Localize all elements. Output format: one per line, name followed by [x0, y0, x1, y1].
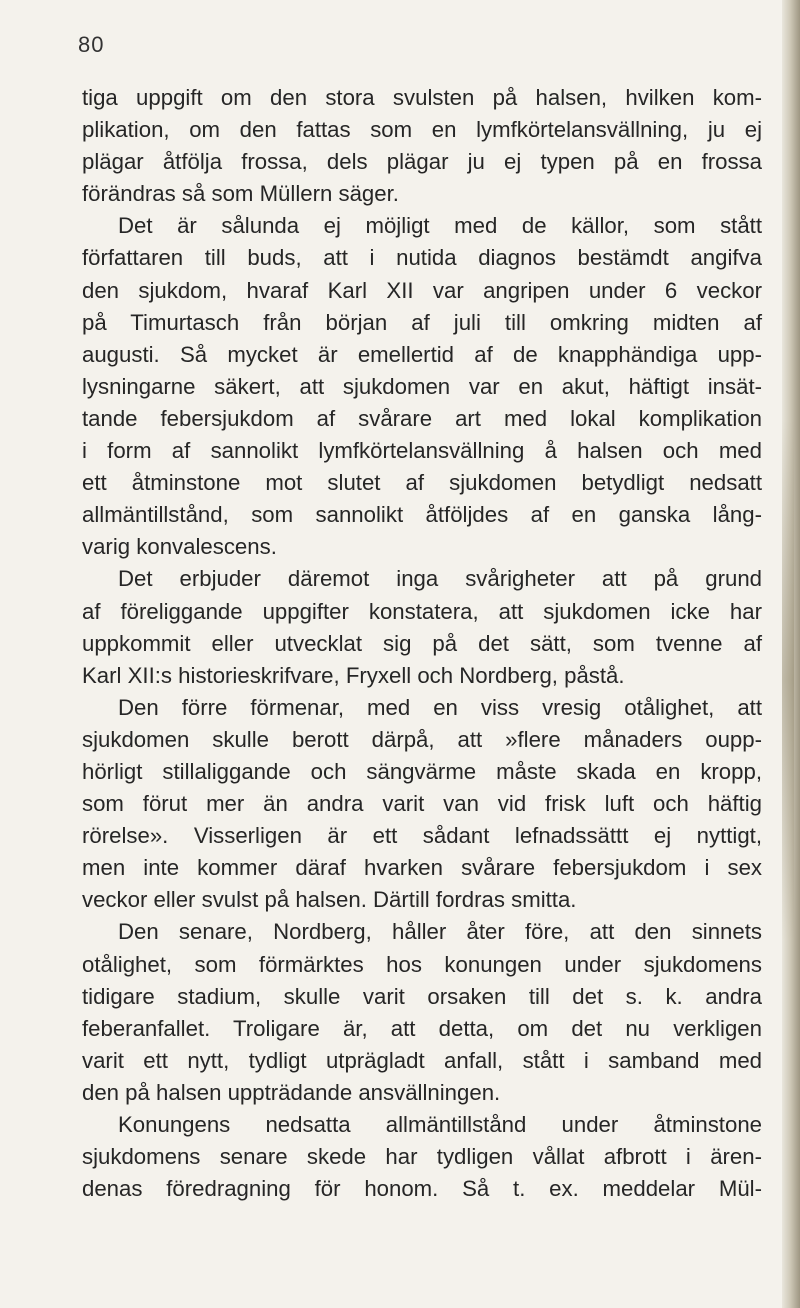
text-line: veckor eller svulst på halsen. Därtill fordras smitta. — [82, 887, 577, 913]
text-line: ett åtminstone mot slutet af sjukdomen betydligt nedsatt — [82, 470, 762, 496]
text-line: lysningarne säkert, att sjukdomen var en akut, häftigt insät- — [82, 373, 762, 399]
text-line: rörelse». Visserligen är ett sådant lefnadssättt ej nyttigt, — [82, 823, 762, 849]
body-text — [82, 82, 762, 1205]
text-line: Den senare, Nordberg, håller åter före, att den sinnets — [118, 919, 762, 945]
text-line: på Timurtasch från början af juli till omkring midten af — [82, 309, 762, 335]
text-line: den på halsen uppträdande ansvällningen. — [82, 1079, 501, 1105]
text-line: men inte kommer däraf hvarken svårare febersjukdom i sex — [82, 855, 762, 881]
text-line: plägar åtfölja frossa, dels plägar ju ej typen på en frossa — [82, 149, 762, 175]
text-line: varig konvalescens. — [82, 534, 277, 560]
text-line: tande febersjukdom af svårare art med lokal komplikation — [82, 405, 762, 431]
text-line: sjukdomen skulle berott därpå, att »flere månaders oupp- — [82, 726, 762, 752]
text-line: förändras så som Müllern säger. — [82, 181, 399, 207]
text-line: af föreliggande uppgifter konstatera, att sjukdomen icke har — [82, 598, 762, 624]
text-line: varit ett nytt, tydligt utprägladt anfall, stått i samband med — [82, 1047, 762, 1073]
page-number: 80 — [78, 32, 105, 57]
text-line: denas föredragning för honom. Så t. ex. meddelar Mül- — [82, 1176, 762, 1202]
text-line: Karl XII:s historieskrifvare, Fryxell och Nordberg, påstå. — [82, 662, 625, 688]
text-line: som förut mer än andra varit van vid frisk luft och häftig — [82, 791, 762, 817]
text-line: tidigare stadium, skulle varit orsaken till det s. k. andra — [82, 983, 762, 1009]
text-line: allmäntillstånd, som sannolikt åtföljdes af en ganska lång- — [82, 502, 762, 528]
text-line: feberanfallet. Troligare är, att detta, om det nu verkligen — [82, 1015, 762, 1041]
text-line: plikation, om den fattas som en lymfkörtelansvällning, ju ej — [82, 117, 762, 143]
text-line: Den förre förmenar, med en viss vresig otålighet, att — [118, 694, 762, 720]
text-line: i form af sannolikt lymfkörtelansvällning å halsen och med — [82, 438, 762, 464]
text-line: otålighet, som förmärktes hos konungen under sjukdomens — [82, 951, 762, 977]
text-line: den sjukdom, hvaraf Karl XII var angripen under 6 veckor — [82, 277, 762, 303]
text-line: författaren till buds, att i nutida diagnos bestämdt angifva — [82, 245, 762, 271]
text-line: sjukdomens senare skede har tydligen vållat afbrott i ären- — [82, 1144, 762, 1170]
page-edge-stain — [782, 420, 794, 940]
text-line: uppkommit eller utvecklat sig på det sätt, som tvenne af — [82, 630, 762, 656]
text-line: Det erbjuder däremot inga svårigheter att på grund — [118, 566, 762, 592]
text-line: hörligt stillaliggande och sängvärme måste skada en kropp, — [82, 758, 762, 784]
text-line: tiga uppgift om den stora svulsten på halsen, hvilken kom- — [82, 85, 762, 110]
text-line: Konungens nedsatta allmäntillstånd under åtminstone — [118, 1112, 762, 1137]
text-line: augusti. Så mycket är emellertid af de knapphändiga upp- — [82, 341, 762, 367]
text-line: Det är sålunda ej möjligt med de källor, som stått — [118, 213, 762, 239]
